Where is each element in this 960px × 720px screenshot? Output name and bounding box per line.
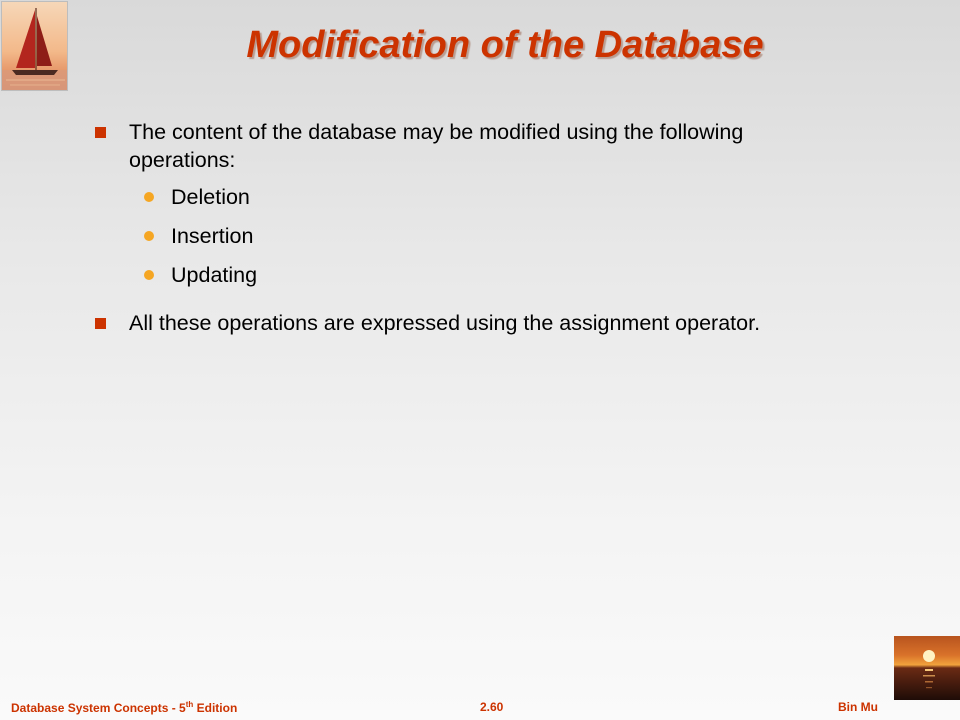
slide-content	[92, 118, 852, 337]
bullet-text: All these operations are expressed using the assignment operator.	[129, 311, 761, 335]
slide-title: Modification of the Database	[246, 24, 764, 66]
sub-bullet-item	[92, 261, 852, 300]
sub-bullet-text: Deletion	[171, 185, 250, 209]
sunset-corner-image	[894, 636, 960, 700]
bullet-item	[92, 309, 769, 337]
square-bullet-icon	[95, 127, 106, 138]
square-bullet-icon	[95, 318, 106, 329]
sub-bullet-text: Insertion	[171, 224, 254, 248]
footer-book-title: Database System Concepts - 5th Edition	[11, 700, 238, 715]
sub-bullet-list	[92, 183, 852, 300]
dot-bullet-icon	[144, 231, 154, 241]
sub-bullet-text: Updating	[171, 263, 258, 287]
dot-bullet-icon	[144, 270, 154, 280]
footer-page-number: 2.60	[480, 700, 504, 714]
sunset-image	[894, 636, 960, 700]
bullet-text: The content of the database may be modified using the following operations:	[129, 120, 744, 172]
bullet-item	[92, 118, 852, 174]
sub-bullet-item	[92, 222, 852, 261]
sub-bullet-item	[92, 183, 852, 222]
footer-author: Bin Mu	[838, 700, 878, 714]
dot-bullet-icon	[144, 192, 154, 202]
